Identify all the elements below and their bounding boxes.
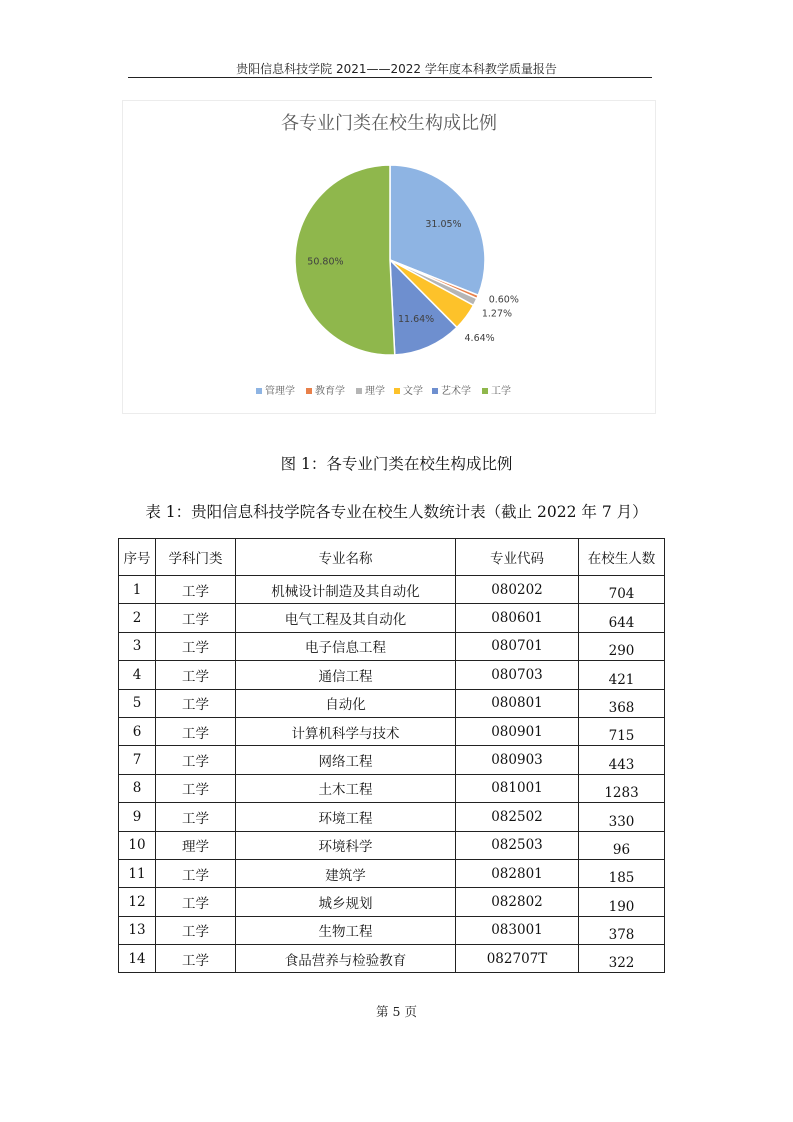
cell-major-name: 土木工程 xyxy=(236,774,456,802)
cell-student-count: 322 xyxy=(579,945,665,973)
legend-swatch-literature xyxy=(394,388,400,394)
legend-label-literature: 文学 xyxy=(403,386,423,397)
table-row xyxy=(119,859,665,887)
cell-major-name: 环境工程 xyxy=(236,803,456,831)
cell-major-code: 082502 xyxy=(456,803,579,831)
cell-discipline: 工学 xyxy=(156,859,236,887)
pie-chart-svg xyxy=(123,101,655,413)
cell-major-name: 电子信息工程 xyxy=(236,632,456,660)
cell-major-code: 082503 xyxy=(456,831,579,859)
cell-major-code: 082801 xyxy=(456,859,579,887)
cell-discipline: 工学 xyxy=(156,661,236,689)
cell-student-count: 96 xyxy=(579,831,665,859)
cell-index: 14 xyxy=(119,945,156,973)
cell-major-name: 计算机科学与技术 xyxy=(236,717,456,745)
table-row xyxy=(119,888,665,916)
table-row xyxy=(119,632,665,660)
legend-swatch-science xyxy=(356,388,362,394)
cell-major-name: 通信工程 xyxy=(236,661,456,689)
cell-index: 7 xyxy=(119,746,156,774)
header-rule xyxy=(128,77,652,78)
table-row xyxy=(119,945,665,973)
page-header: 贵阳信息科技学院 2021——2022 学年度本科教学质量报告 xyxy=(236,62,557,76)
cell-index: 9 xyxy=(119,803,156,831)
cell-index: 1 xyxy=(119,576,156,604)
cell-discipline: 工学 xyxy=(156,945,236,973)
header-index: 序号 xyxy=(119,539,156,576)
cell-major-name: 建筑学 xyxy=(236,859,456,887)
table-row xyxy=(119,661,665,689)
legend-swatch-engineering xyxy=(482,388,488,394)
cell-index: 8 xyxy=(119,774,156,802)
cell-discipline: 工学 xyxy=(156,689,236,717)
cell-major-code: 081001 xyxy=(456,774,579,802)
data-label-engineering: 50.80% xyxy=(307,256,344,268)
table-row xyxy=(119,746,665,774)
table-row xyxy=(119,689,665,717)
cell-discipline: 工学 xyxy=(156,803,236,831)
cell-major-name: 环境科学 xyxy=(236,831,456,859)
cell-index: 2 xyxy=(119,604,156,632)
cell-student-count: 185 xyxy=(579,859,665,887)
cell-student-count: 704 xyxy=(579,576,665,604)
enrollment-table xyxy=(118,538,665,973)
cell-index: 5 xyxy=(119,689,156,717)
table-row xyxy=(119,831,665,859)
cell-index: 10 xyxy=(119,831,156,859)
cell-index: 3 xyxy=(119,632,156,660)
cell-index: 12 xyxy=(119,888,156,916)
header-major-name: 专业名称 xyxy=(236,539,456,576)
cell-student-count: 378 xyxy=(579,916,665,944)
data-label-education: 0.60% xyxy=(488,294,519,306)
table-body xyxy=(119,576,665,973)
cell-major-code: 080202 xyxy=(456,576,579,604)
cell-student-count: 190 xyxy=(579,888,665,916)
table-caption: 表 1：贵阳信息科技学院各专业在校生人数统计表（截止 2022 年 7 月） xyxy=(145,503,648,521)
table-row xyxy=(119,604,665,632)
cell-student-count: 421 xyxy=(579,661,665,689)
cell-student-count: 715 xyxy=(579,717,665,745)
legend-label-education: 教育学 xyxy=(315,386,345,397)
data-label-science: 1.27% xyxy=(481,308,513,320)
cell-student-count: 443 xyxy=(579,746,665,774)
table-row xyxy=(119,717,665,745)
chart-legend xyxy=(256,384,511,397)
cell-student-count: 330 xyxy=(579,803,665,831)
cell-major-code: 083001 xyxy=(456,916,579,944)
cell-discipline: 工学 xyxy=(156,604,236,632)
cell-discipline: 工学 xyxy=(156,746,236,774)
legend-label-science: 理学 xyxy=(365,386,385,397)
table-header-row xyxy=(119,539,665,576)
legend-swatch-management xyxy=(256,388,262,394)
legend-label-management: 管理学 xyxy=(265,386,295,397)
data-label-literature: 4.64% xyxy=(464,333,495,345)
cell-discipline: 工学 xyxy=(156,916,236,944)
cell-major-code: 080903 xyxy=(456,746,579,774)
header-major-code: 专业代码 xyxy=(456,539,579,576)
cell-discipline: 工学 xyxy=(156,632,236,660)
page-number: 第 5 页 xyxy=(376,1004,417,1019)
cell-major-code: 080601 xyxy=(456,604,579,632)
cell-major-code: 080701 xyxy=(456,632,579,660)
pie-chart xyxy=(122,100,656,414)
cell-major-name: 食品营养与检验教育 xyxy=(236,945,456,973)
cell-major-name: 城乡规划 xyxy=(236,888,456,916)
cell-index: 6 xyxy=(119,717,156,745)
table-row xyxy=(119,774,665,802)
cell-index: 13 xyxy=(119,916,156,944)
cell-major-name: 网络工程 xyxy=(236,746,456,774)
cell-major-name: 生物工程 xyxy=(236,916,456,944)
legend-swatch-education xyxy=(306,388,312,394)
cell-student-count: 644 xyxy=(579,604,665,632)
cell-major-code: 080801 xyxy=(456,689,579,717)
chart-title: 各专业门类在校生构成比例 xyxy=(281,113,497,134)
cell-major-name: 自动化 xyxy=(236,689,456,717)
cell-index: 4 xyxy=(119,661,156,689)
cell-student-count: 368 xyxy=(579,689,665,717)
header-discipline: 学科门类 xyxy=(156,539,236,576)
cell-student-count: 290 xyxy=(579,632,665,660)
cell-student-count: 1283 xyxy=(579,774,665,802)
legend-swatch-art xyxy=(432,388,438,394)
table-row xyxy=(119,576,665,604)
cell-discipline: 理学 xyxy=(156,831,236,859)
cell-major-name: 电气工程及其自动化 xyxy=(236,604,456,632)
table-row xyxy=(119,916,665,944)
cell-discipline: 工学 xyxy=(156,774,236,802)
table-row xyxy=(119,803,665,831)
cell-major-code: 080901 xyxy=(456,717,579,745)
cell-discipline: 工学 xyxy=(156,576,236,604)
cell-major-code: 080703 xyxy=(456,661,579,689)
cell-major-code: 082802 xyxy=(456,888,579,916)
data-label-management: 31.05% xyxy=(425,218,462,230)
data-label-art: 11.64% xyxy=(397,314,435,326)
cell-discipline: 工学 xyxy=(156,888,236,916)
figure-caption: 图 1：各专业门类在校生构成比例 xyxy=(280,455,513,473)
legend-label-engineering: 工学 xyxy=(491,386,511,397)
cell-index: 11 xyxy=(119,859,156,887)
header-student-count: 在校生人数 xyxy=(579,539,665,576)
legend-label-art: 艺术学 xyxy=(441,386,471,397)
cell-discipline: 工学 xyxy=(156,717,236,745)
cell-major-name: 机械设计制造及其自动化 xyxy=(236,576,456,604)
cell-major-code: 082707T xyxy=(456,945,579,973)
